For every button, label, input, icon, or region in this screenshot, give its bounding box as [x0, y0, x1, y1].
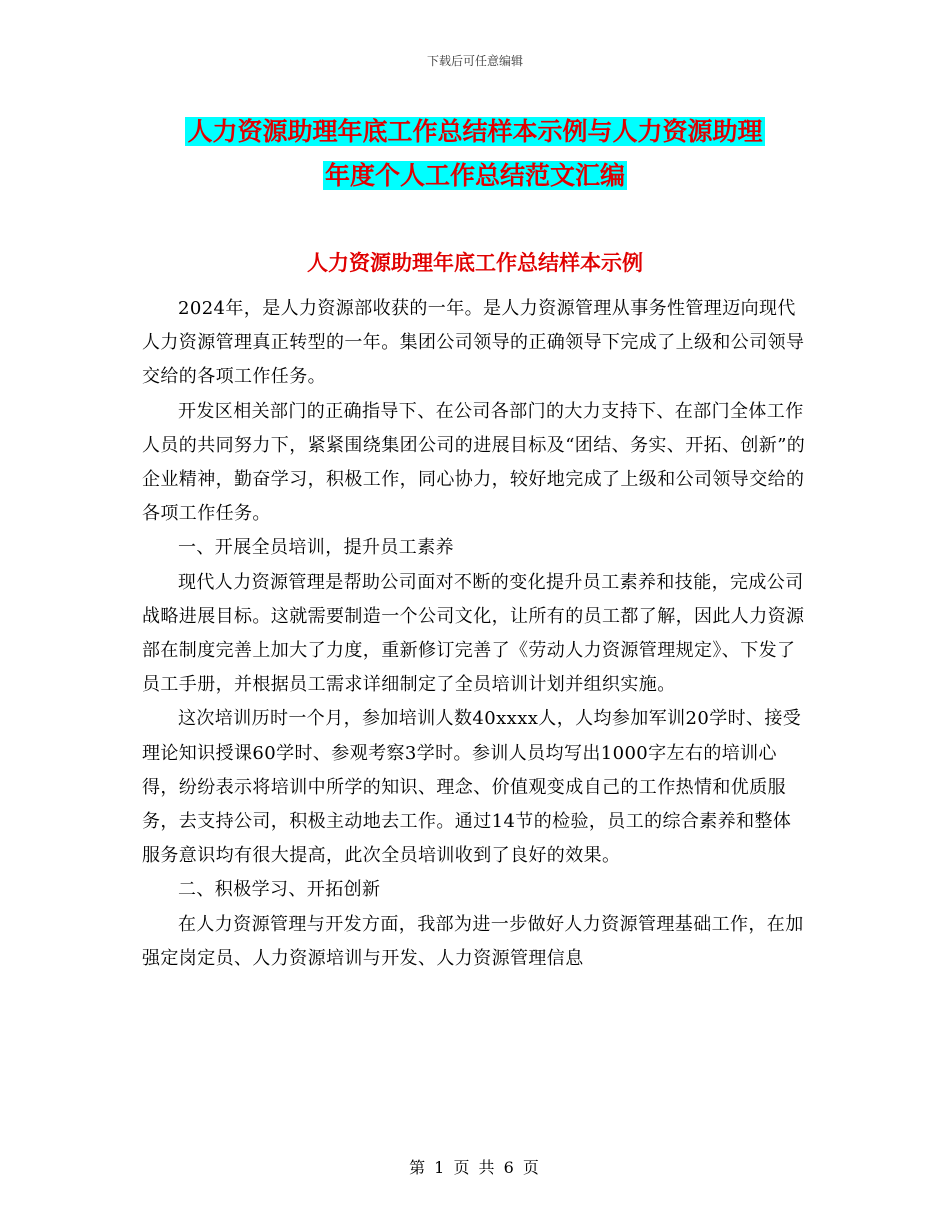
paragraph-4: 这次培训历时一个月，参加培训人数40xxxx人，人均参加军训20学时、接受理论知识授课60学时、参观考察3学时。参训人员均写出1000字左右的培训心得，纷纷表示将培训中所学的知识、理念、价值观变成自己的工作热情和优质服务，去支持公司，积极主动地去工作。通过14节的检验，员工的综合素养和整体服务意识均有很大提高，此次全员培训收到了良好的效果。 — [142, 708, 802, 867]
document-title — [0, 110, 950, 198]
body-content — [142, 292, 808, 976]
paragraph-1: 2024年，是人力资源部收获的一年。是人力资源管理从事务性管理迈向现代人力资源管理真正转型的一年。集团公司领导的正确领导下完成了上级和公司领导交给的各项工作任务。 — [142, 298, 805, 388]
paragraph-5: 在人力资源管理与开发方面，我部为进一步做好人力资源管理基础工作，在加强定岗定员、人力资源培训与开发、人力资源管理信息 — [142, 913, 804, 969]
paragraph-3: 现代人力资源管理是帮助公司面对不断的变化提升员工素养和技能，完成公司战略进展目标。这就需要制造一个公司文化，让所有的员工都了解，因此人力资源部在制度完善上加大了力度，重新修订完善了《劳动人力资源管理规定》、下发了员工手册，并根据员工需求详细制定了全员培训计划并组织实施。 — [142, 571, 805, 696]
title-line-2 — [0, 154, 950, 198]
heading-1: 一、开展全员培训，提升员工素养 — [178, 537, 454, 559]
section-title: 人力资源助理年底工作总结样本示例 — [307, 251, 643, 275]
paragraph-2: 开发区相关部门的正确指导下、在公司各部门的大力支持下、在部门全体工作人员的共同努力下，紧紧围绕集团公司的进展目标及“团结、务实、开拓、创新”的企业精神，勤奋学习，积极工作，同心协力，较好地完成了上级和公司领导交给的各项工作任务。 — [142, 400, 806, 525]
page-footer: 第 1 页 共 6 页 — [409, 1158, 541, 1177]
title-line-2-text: 年度个人工作总结范文汇编 — [324, 161, 625, 190]
header-note: 下载后可任意编辑 — [426, 54, 523, 68]
heading-2: 二、积极学习、开拓创新 — [178, 879, 381, 901]
title-line-1-text: 人力资源助理年底工作总结样本示例与人力资源助理 — [187, 117, 763, 146]
title-line-1 — [0, 110, 950, 154]
